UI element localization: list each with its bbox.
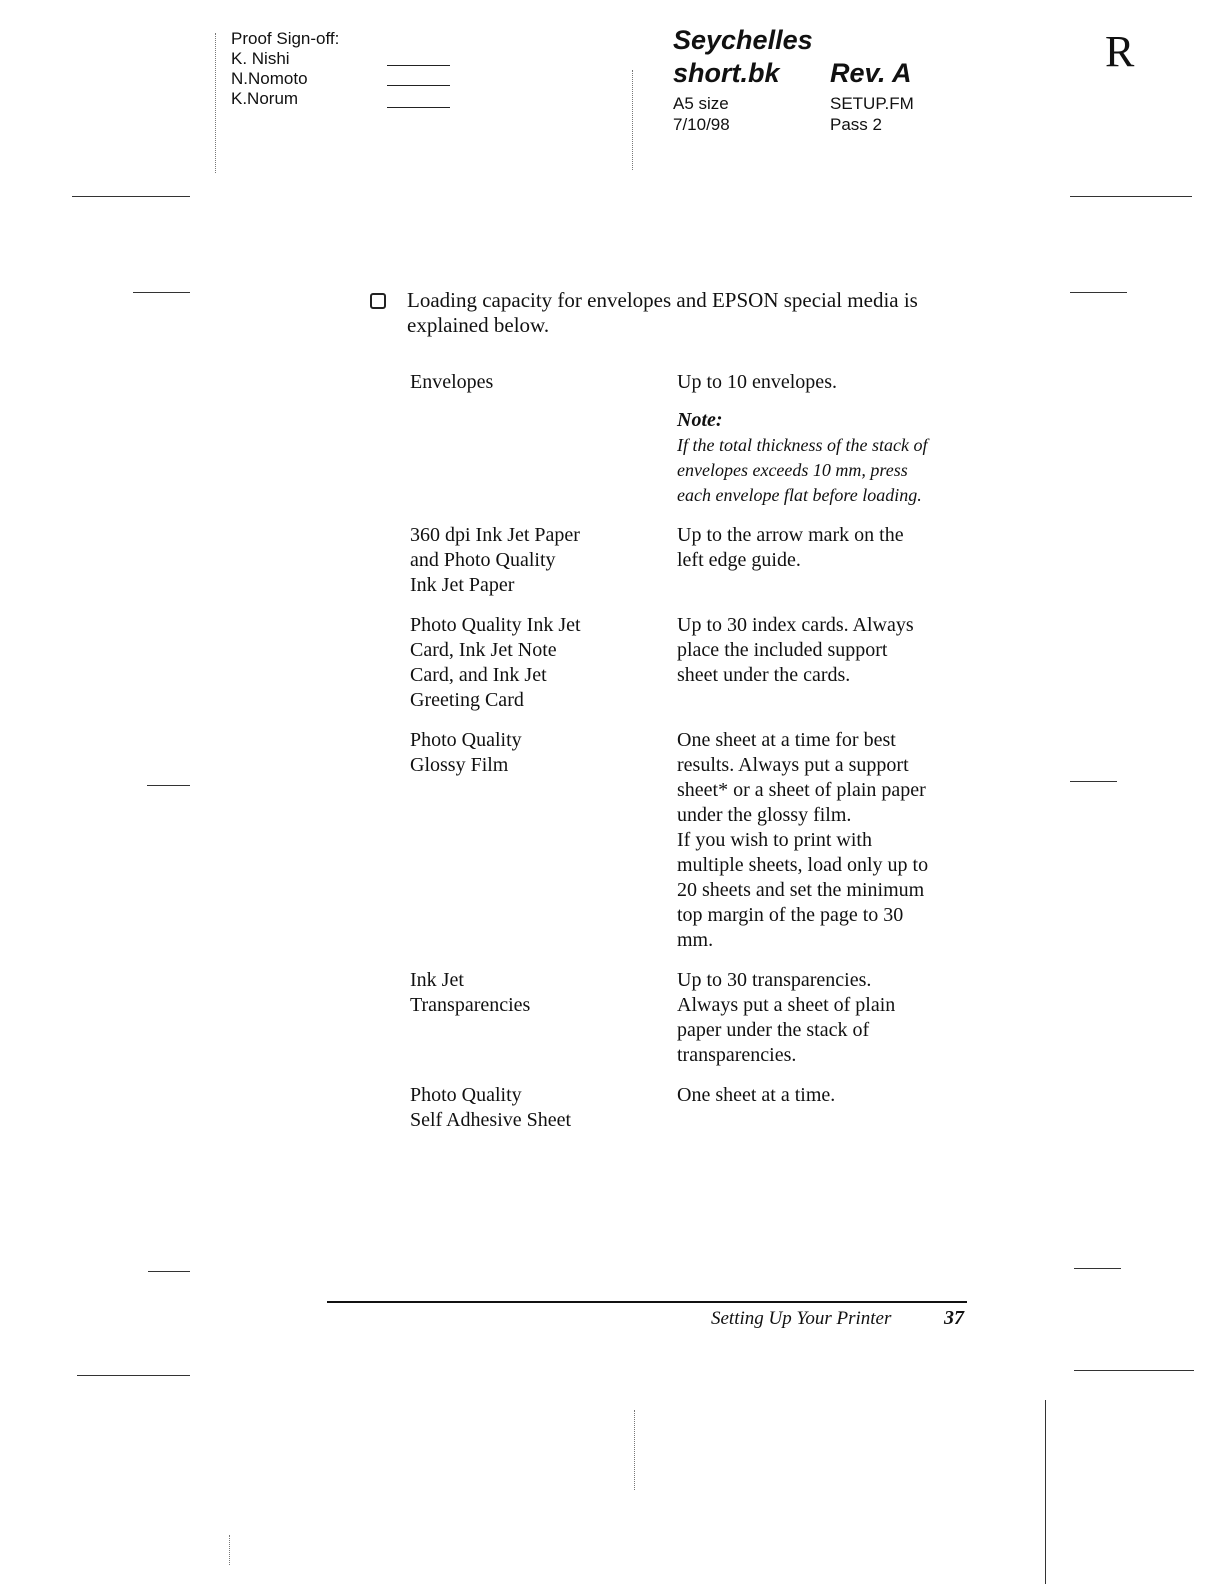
crop-mark — [1074, 1268, 1121, 1269]
table-row — [410, 728, 1010, 953]
crop-mark-dotted — [215, 33, 216, 173]
print-date: 7/10/98 — [673, 115, 730, 134]
crop-mark — [1070, 292, 1127, 293]
media-capacity: One sheet at a time for best results. Always put a support sheet* or a sheet of plain paper under the glossy film. If you wish to print with multiple sheets, load only up to 20 sheets and set the minimum top margin of the page to 30 mm. — [677, 729, 929, 951]
source-file: SETUP.FM — [830, 94, 914, 113]
media-capacity: Up to 30 transparencies. Always put a sheet of plain paper under the stack of transparencies. — [677, 969, 896, 1066]
checkbox-bullet-icon — [370, 293, 386, 309]
media-capacity: Up to the arrow mark on the left edge guide. — [677, 524, 904, 571]
table-row — [410, 370, 1010, 508]
crop-mark-dotted — [634, 1410, 635, 1490]
book-title: Seychelles — [673, 25, 813, 55]
media-name: Photo Quality Ink Jet Card, Ink Jet Note Card, and Ink Jet Greeting Card — [410, 614, 581, 711]
table-row — [410, 1083, 1010, 1133]
media-name: Ink Jet Transparencies — [410, 969, 531, 1016]
book-name: short.bk — [673, 58, 780, 88]
proof-signoff — [231, 29, 339, 109]
crop-mark — [1074, 1370, 1194, 1371]
media-capacity: One sheet at a time. — [677, 1084, 836, 1106]
media-name: 360 dpi Ink Jet Paper and Photo Quality Ink Jet Paper — [410, 524, 580, 596]
signer-name: K.Norum — [231, 89, 299, 108]
table-row — [410, 968, 1010, 1068]
note-text: If the total thickness of the stack of envelopes exceeds 10 mm, press each envelope flat before loading. — [677, 435, 928, 505]
media-capacity-table — [410, 370, 1010, 1133]
registration-letter: R — [1105, 27, 1135, 76]
media-name: Photo Quality Glossy Film — [410, 729, 522, 776]
crop-mark — [148, 1271, 190, 1272]
crop-mark — [147, 785, 190, 786]
media-name: Envelopes — [410, 371, 494, 393]
proof-label: Proof Sign-off: — [231, 29, 340, 48]
signature-line — [387, 107, 450, 108]
signer-name: K. Nishi — [231, 49, 290, 68]
page-size: A5 size — [673, 94, 729, 113]
crop-mark — [1070, 781, 1117, 782]
page-number: 37 — [944, 1307, 964, 1329]
signature-line — [387, 65, 450, 66]
crop-mark — [77, 1375, 190, 1376]
footer-rule — [327, 1301, 967, 1303]
signature-line — [387, 85, 450, 86]
footer-section-title: Setting Up Your Printer — [711, 1308, 892, 1329]
crop-mark — [133, 292, 190, 293]
signer-name: N.Nomoto — [231, 69, 308, 88]
revision-label: Rev. A — [830, 58, 912, 88]
intro-text: Loading capacity for envelopes and EPSON special media is explained below. — [407, 288, 918, 337]
media-capacity: Up to 10 envelopes. Note: If the total thickness of the stack of envelopes exceeds 10 mm, press each envelope flat before loading. — [677, 370, 977, 508]
table-row — [410, 613, 1010, 713]
crop-mark — [1070, 196, 1192, 197]
media-capacity: Up to 30 index cards. Always place the included support sheet under the cards. — [677, 614, 914, 686]
note-title: Note: — [677, 409, 723, 431]
crop-mark — [72, 196, 190, 197]
crop-mark-vertical — [1045, 1400, 1046, 1584]
media-name: Photo Quality Self Adhesive Sheet — [410, 1084, 572, 1131]
pass-number: Pass 2 — [830, 115, 882, 134]
table-row — [410, 523, 1010, 598]
crop-mark-dotted — [229, 1535, 230, 1565]
crop-mark-dotted — [632, 70, 633, 170]
